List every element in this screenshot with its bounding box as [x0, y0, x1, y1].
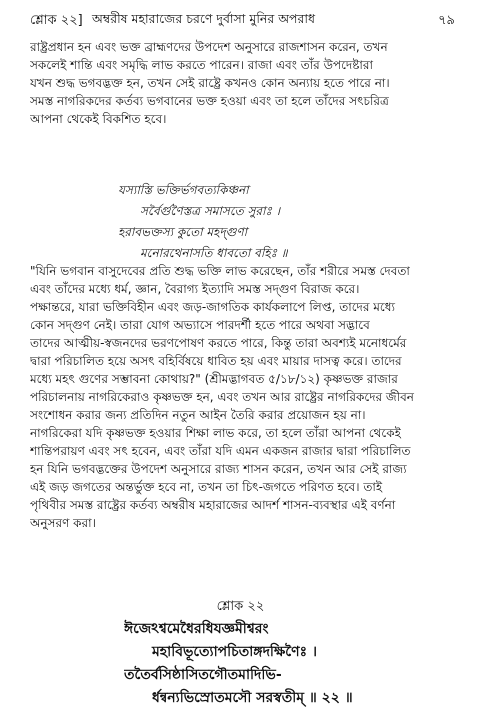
text-line: পৃথিবীর সমস্ত রাষ্ট্রের কর্তব্য অম্বরীষ মহারাজের আদর্শ শাসন-ব্যবস্থার এই বর্ণনা	[30, 498, 396, 512]
chapter-title: অম্বরীষ মহারাজের চরণে দুর্বাসা মুনির অপরাধ	[92, 11, 316, 26]
text-line: কোন সদ্গুণ নেই। তারা যোগ অভ্যাসে পারদর্শী হতে পারে অথবা সদ্ভাবে	[30, 318, 370, 332]
text-line: পক্ষান্তরে, যারা ভক্তিবিহীন এবং জড়-জাগতিক কার্যকলাপে লিপ্ত, তাদের মধ্যে	[30, 300, 395, 314]
paragraph-2	[30, 262, 455, 532]
verse-line: মহাবিভূত্যোপচিতাঙ্গদক্ষিণৈঃ ।	[152, 644, 317, 660]
text-line: সকলেই শান্তি এবং সমৃদ্ধি লাভ করতে পারেন। রাজা এবং তাঁর উপদেষ্টারা	[30, 58, 373, 72]
quote-line: হরাবভক্তস্য কুতো মহদ্গুণা	[118, 225, 248, 239]
text-line: দ্বারা পরিচালিত হয়ে অসৎ বহির্বিষয়ে ধাবিত হয় এবং মায়ার দাসত্ব করে। তাদের	[30, 354, 402, 368]
verse-text	[124, 618, 353, 710]
text-line: যখন শুদ্ধ ভগবদ্ভক্ত হন, তখন সেই রাষ্ট্রে কখনও কোন অন্যায় হতে পারে না।	[30, 76, 390, 90]
text-line: তাদের আত্মীয়-স্বজনদের ভরণপোষণ করতে পারে, কিন্তু তারা অবশ্যই মনোধর্মের	[30, 336, 407, 350]
page-number: ৭৯	[438, 12, 455, 28]
text-line: এই জড় জগতের অন্তর্ভুক্ত হবে না, তখন তা চিৎ-জগতে পরিণত হবে। তাই	[30, 480, 383, 494]
paragraph-1	[30, 38, 455, 128]
text-line: সমস্ত নাগরিকদের কর্তব্য ভগবানের ভক্ত হওয়া এবং তা হলে তাঁদের সৎচরিত্র	[30, 94, 389, 108]
text-line: নাগরিকেরা যদি কৃষ্ণভক্ত হওয়ার শিক্ষা লাভ করে, তা হলে তাঁরা আপনা থেকেই	[30, 426, 401, 440]
quote-line: মনোরথেনাসতি ধাবতো বহিঃ ॥	[140, 246, 288, 260]
text-line: শান্তিপরায়ণ এবং সৎ হবেন, এবং তাঁরা যদি এমন একজন রাজার দ্বারা পরিচালিত	[30, 444, 411, 458]
text-line: হন যিনি ভগবদ্ভক্তের উপদেশ অনুসারে রাজ্য শাসন করেন, তখন আর সেই রাজ্য	[30, 462, 407, 476]
quote-line: যস্যাস্তি ভক্তির্ভগবত্যকিঞ্চনা	[118, 183, 249, 197]
text-line: সংশোধন করার জন্য প্রতিদিন নতুন আইন তৈরি করার প্রয়োজন হয় না।	[30, 408, 366, 422]
text-line: অনুসরণ করা।	[30, 516, 96, 530]
text-line: "যিনি ভগবান বাসুদেবের প্রতি শুদ্ধ ভক্তি লাভ করেছেন, তাঁর শরীরে সমস্ত দেবতা	[30, 264, 410, 278]
verse-line: ঈজেঽশ্বমেধৈরধিযজ্ঞমীশ্বরং	[124, 621, 269, 637]
verse-title: শ্লোক ২২	[216, 599, 265, 614]
page-header	[30, 10, 455, 32]
verse-line: র্ধন্বন্যভিস্রোতমসৌ সরস্বতীম্ ॥ ২২ ॥	[152, 690, 353, 706]
verse-reference: শ্লোক ২২]	[30, 12, 83, 28]
sanskrit-quote	[118, 180, 288, 264]
text-line: মধ্যে মহৎ গুণের সম্ভাবনা কোথায়?" (শ্রীমদ্ভাগবত ৫/১৮/১২) কৃষ্ণভক্ত রাজার	[30, 372, 398, 386]
quote-line: সর্বৈর্গুণৈস্তত্র সমাসতে সুরাঃ ।	[140, 204, 280, 218]
text-line: আপনা থেকেই বিকশিত হবে।	[30, 112, 167, 126]
verse-line: ততৈর্বসিষ্ঠাসিতগৌতমাদিভি-	[124, 667, 282, 683]
text-line: রাষ্ট্রপ্রধান হন এবং ভক্ত ব্রাহ্মণদের উপদেশ অনুসারে রাজশাসন করেন, তখন	[30, 40, 388, 54]
text-line: এবং তাঁদের মধ্যে ধর্ম, জ্ঞান, বৈরাগ্য ইত্যাদি সমস্ত সদ্গুণ বিরাজ করে।	[30, 282, 360, 296]
text-line: পরিচালনায় নাগরিকেরাও কৃষ্ণভক্ত হন, এবং তখন আর রাষ্ট্রের নাগরিকদের জীবন	[30, 390, 414, 404]
